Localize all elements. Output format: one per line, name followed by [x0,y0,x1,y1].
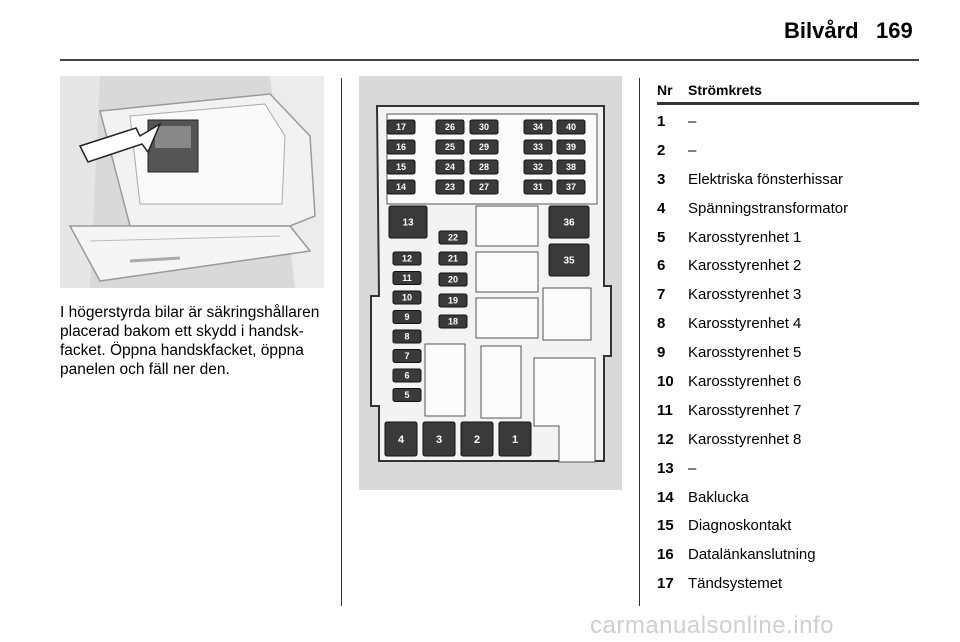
table-row [657,481,919,510]
table-row [657,163,919,192]
table-header [657,80,919,102]
watermark-footer: carmanualsonline.info [590,612,834,639]
fuse-23 [436,180,464,194]
circuit-name: – [688,113,697,130]
fuse-label: 22 [447,232,459,243]
fuse-8 [393,330,421,343]
circuit-name: Datalänkanslutning [688,546,816,564]
fuse-36 [549,206,589,238]
fuse-2 [461,422,493,456]
fuse-6 [393,369,421,382]
fuse-35 [549,244,589,276]
fuse-label: 24 [444,162,456,173]
fuse-label: 37 [565,182,577,193]
fuse-17 [387,120,415,134]
fuse-label: 16 [395,142,407,153]
fuse-22 [439,231,467,244]
fuse-11 [393,272,421,285]
fuse-30 [470,120,498,134]
circuit-name: Karosstyrenhet 8 [688,430,802,448]
table-row [657,452,919,481]
fuse-18 [439,315,467,328]
fuse-10 [393,291,421,304]
page-number: 169 [876,18,913,43]
column-divider-right [639,78,640,606]
fuse-label: 20 [447,274,459,285]
table-row [657,509,919,538]
fuse-number: 8 [657,315,666,333]
table-row [657,105,919,134]
header-divider [60,59,919,61]
circuit-name: – [688,459,697,477]
section-title: Bilvård [784,18,859,43]
table-row [657,336,919,365]
circuit-name: Spänningstransformator [688,199,849,217]
table-row [657,307,919,336]
fuse-number: 13 [657,459,674,477]
fuse-label: 31 [532,182,544,193]
fuse-label: 1 [511,433,519,446]
fuse-38 [557,160,585,174]
fuse-label: 9 [404,312,410,323]
circuit-name: Karosstyrenhet 4 [688,315,802,333]
circuit-name: Karosstyrenhet 2 [688,257,802,275]
fuse-label: 2 [473,433,481,446]
fuse-15 [387,160,415,174]
fuse-label: 35 [563,255,575,267]
fuse-label: 27 [478,182,490,193]
fuse-33 [524,140,552,154]
fuse-label: 40 [565,122,577,133]
circuit-name: Karosstyrenhet 1 [688,228,802,246]
fuse-label: 10 [401,292,413,303]
fuse-28 [470,160,498,174]
fuse-box-diagram [359,76,622,490]
fuse-label: 19 [447,295,459,306]
fuse-number: 15 [657,517,674,535]
fuse-label: 14 [395,182,407,193]
fuse-number: 7 [657,286,666,304]
circuit-name: – [688,141,697,159]
fuse-label: 33 [532,142,544,153]
fuse-39 [557,140,585,154]
fuse-number: 1 [657,113,666,130]
fuse-label: 34 [532,122,544,133]
fuse-34 [524,120,552,134]
column-header-circuit: Strömkrets [688,82,762,98]
fuse-3 [423,422,455,456]
fuse-label: 7 [404,351,410,362]
fuse-number: 2 [657,141,666,159]
circuit-name: Tändsystemet [688,575,783,593]
fuse-37 [557,180,585,194]
fuse-table [657,80,919,596]
column-divider-left [341,78,342,606]
instruction-caption: I högerstyrda bilar är säkringshållaren placerad bakom ett skydd i handskfacket. Öppna handskfacket, öppna panelen och fäll ner den. [60,304,320,378]
fuse-number: 5 [657,228,666,246]
fuse-label: 8 [404,331,410,342]
fuse-number: 17 [657,575,674,593]
circuit-name: Karosstyrenhet 5 [688,344,802,362]
circuit-name: Karosstyrenhet 7 [688,401,802,419]
table-row [657,278,919,307]
fuse-13 [389,206,427,238]
fuse-label: 17 [395,122,407,133]
fuse-label: 4 [397,433,405,446]
table-row [657,134,919,163]
circuit-name: Karosstyrenhet 3 [688,286,802,304]
fuse-40 [557,120,585,134]
table-row [657,538,919,567]
fuse-20 [439,273,467,286]
fuse-32 [524,160,552,174]
fuse-label: 13 [402,217,414,229]
glovebox-illustration [60,76,324,288]
column-header-nr: Nr [657,82,673,98]
fuse-number: 6 [657,257,666,275]
fuse-label: 21 [447,253,459,264]
fuse-14 [387,180,415,194]
circuit-name: Diagnoskontakt [688,517,792,535]
fuse-1 [499,422,531,456]
fuse-25 [436,140,464,154]
circuit-name: Elektriska fönsterhissar [688,170,844,188]
circuit-name: Baklucka [688,488,749,506]
fuse-number: 3 [657,170,666,188]
table-row [657,192,919,221]
fuse-24 [436,160,464,174]
fuse-19 [439,294,467,307]
fuse-number: 4 [657,199,666,217]
fuse-label: 25 [444,142,456,153]
fuse-label: 39 [565,142,577,153]
fuse-26 [436,120,464,134]
fuse-number: 9 [657,344,666,362]
fuse-label: 3 [435,433,443,446]
fuse-label: 12 [401,253,413,264]
fuse-number: 14 [657,488,674,506]
fuse-label: 36 [563,217,575,229]
fuse-label: 15 [395,162,407,173]
fuse-12 [393,252,421,265]
table-row [657,567,919,596]
fuse-number: 11 [657,401,673,419]
fuse-label: 32 [532,162,544,173]
fuse-27 [470,180,498,194]
fuse-4 [385,422,417,456]
fuse-label: 5 [404,390,410,401]
fuse-29 [470,140,498,154]
table-row [657,423,919,452]
fuse-label: 30 [478,122,490,133]
table-row [657,249,919,278]
fuse-label: 38 [565,162,577,173]
fuse-number: 16 [657,546,674,564]
fuse-label: 6 [404,370,410,381]
fuse-7 [393,350,421,363]
fuse-label: 28 [478,162,490,173]
fuse-31 [524,180,552,194]
circuit-name: Karosstyrenhet 6 [688,373,802,391]
fuse-21 [439,252,467,265]
table-row [657,365,919,394]
table-row [657,394,919,423]
fuse-label: 18 [447,316,459,327]
table-row [657,221,919,250]
fuse-9 [393,311,421,324]
fuse-label: 11 [402,273,412,284]
fuse-number: 10 [657,373,674,391]
fuse-16 [387,140,415,154]
fuse-label: 29 [478,142,490,153]
fuse-5 [393,389,421,402]
fuse-number: 12 [657,430,674,448]
fuse-label: 23 [444,182,456,193]
fuse-label: 26 [444,122,456,133]
